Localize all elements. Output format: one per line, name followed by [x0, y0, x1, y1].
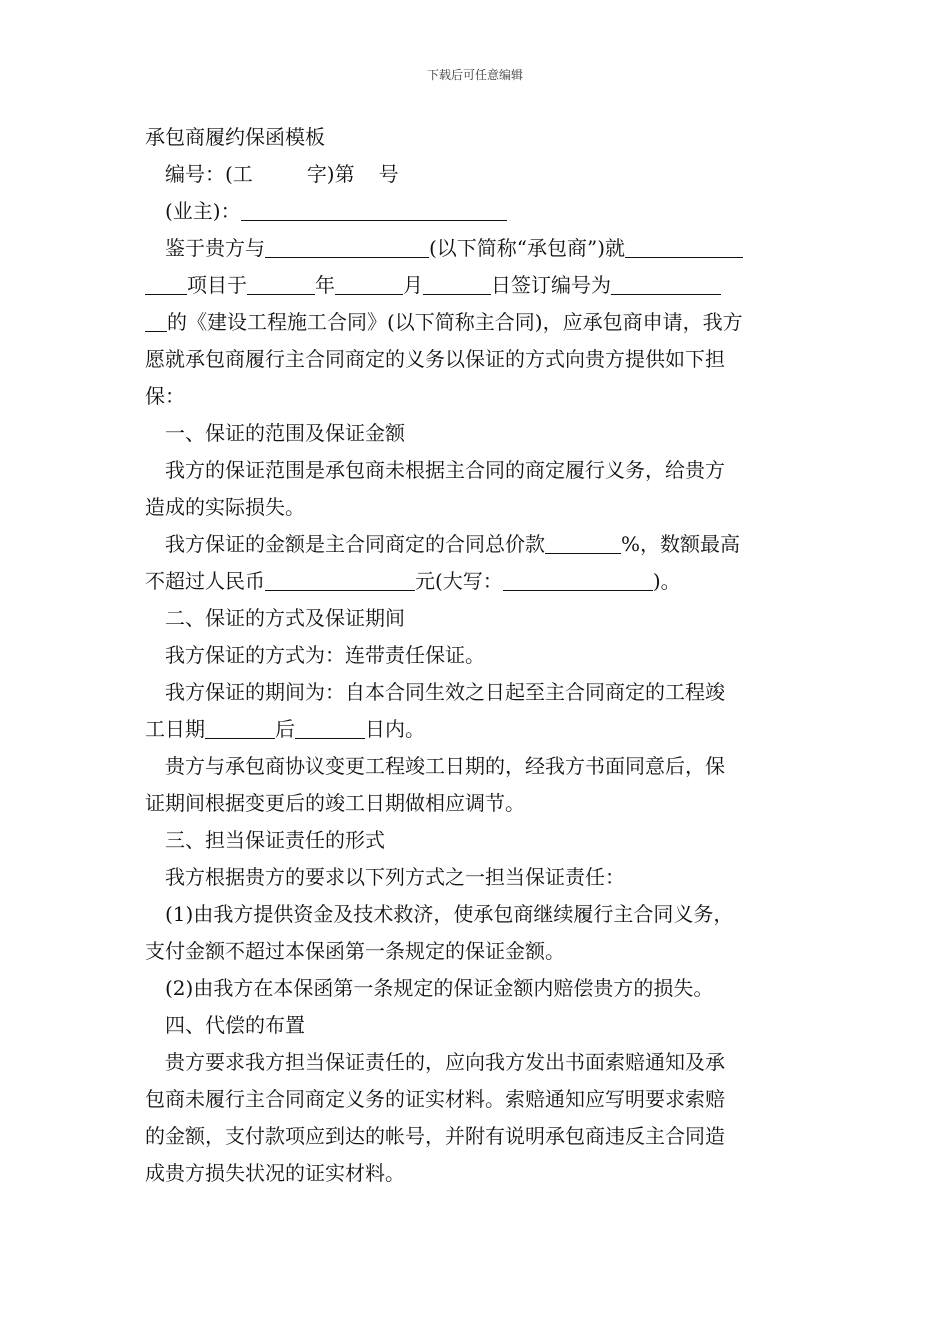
paragraph-line: 造成的实际损失。 — [145, 495, 305, 519]
page-header-note: 下载后可任意编辑 — [426, 68, 523, 82]
owner-blank — [241, 200, 507, 221]
paragraph-line — [145, 230, 807, 267]
text-span: 不超过人民币 — [145, 569, 265, 593]
paragraph-line: 我方保证的方式为：连带责任保证。 — [165, 643, 485, 667]
paragraph-line: 证期间根据变更后的竣工日期做相应调节。 — [145, 791, 525, 815]
text-span: 月 — [403, 273, 423, 297]
paragraph-line: 成贵方损失状况的证实材料。 — [145, 1161, 405, 1185]
text-span: 工日期 — [145, 717, 205, 741]
doc-number-mid: 字)第 — [306, 162, 355, 186]
paragraph-line: 我方根据贵方的要求以下列方式之一担当保证责任： — [165, 865, 625, 889]
blank-underline — [545, 533, 621, 554]
paragraph-line: 贵方要求我方担当保证责任的，应向我方发出书面索赔通知及承 — [165, 1050, 725, 1074]
text-span: 年 — [315, 273, 335, 297]
blank-underline — [335, 274, 403, 295]
paragraph-line: 愿就承包商履行主合同商定的义务以保证的方式向贵方提供如下担 — [145, 347, 725, 371]
text-span: %，数额最高 — [621, 532, 741, 556]
paragraph-line: 支付金额不超过本保函第一条规定的保证金额。 — [145, 939, 565, 963]
paragraph-line — [145, 711, 807, 748]
blank-underline — [205, 718, 275, 739]
text-span: (以下简称“承包商”)就 — [429, 236, 626, 260]
text-span: 我方保证的金额是主合同商定的合同总价款 — [165, 532, 545, 556]
text-span: 的《建设工程施工合同》(以下简称主合同)，应承包商申请，我方 — [167, 310, 743, 334]
owner-line — [145, 193, 807, 230]
text-span: )。 — [652, 569, 681, 593]
paragraph-line — [145, 526, 807, 563]
paragraph-line: (2)由我方在本保函第一条规定的保证金额内赔偿贵方的损失。 — [165, 976, 714, 1000]
blank-underline — [145, 274, 187, 295]
text-span: 日内。 — [365, 717, 425, 741]
blank-underline — [611, 274, 721, 295]
document-title: 承包商履约保函模板 — [145, 125, 325, 149]
paragraph-line: 我方保证的期间为：自本合同生效之日起至主合同商定的工程竣 — [165, 680, 725, 704]
section-heading: 一、保证的范围及保证金额 — [165, 421, 405, 445]
blank-underline — [423, 274, 491, 295]
section-heading: 四、代偿的布置 — [165, 1013, 305, 1037]
text-span: 鉴于贵方与 — [165, 236, 265, 260]
paragraph-line — [145, 304, 807, 341]
doc-number-prefix: 编号：(工 — [165, 162, 253, 186]
section-heading: 三、担当保证责任的形式 — [165, 828, 385, 852]
paragraph-line: 的金额，支付款项应到达的帐号，并附有说明承包商违反主合同造 — [145, 1124, 725, 1148]
owner-label: (业主)： — [165, 199, 241, 223]
text-span: 元(大写： — [415, 569, 503, 593]
blank-underline — [265, 570, 415, 591]
section-heading: 二、保证的方式及保证期间 — [165, 606, 405, 630]
text-span: 后 — [275, 717, 295, 741]
paragraph-line: 贵方与承包商协议变更工程竣工日期的，经我方书面同意后，保 — [165, 754, 725, 778]
paragraph-line: 保： — [145, 384, 185, 408]
paragraph-line: 包商未履行主合同商定义务的证实材料。索赔通知应写明要求索赔 — [145, 1087, 725, 1111]
blank-underline — [247, 274, 315, 295]
blank-underline — [145, 311, 167, 332]
blank-underline — [503, 570, 653, 591]
blank-underline — [295, 718, 365, 739]
text-span: 日签订编号为 — [491, 273, 611, 297]
paragraph-line — [145, 267, 807, 304]
text-span: 项目于 — [187, 273, 247, 297]
doc-number-suffix: 号 — [378, 162, 399, 186]
blank-underline — [625, 237, 743, 258]
paragraph-line: 我方的保证范围是承包商未根据主合同的商定履行义务，给贵方 — [165, 458, 725, 482]
doc-number-line — [145, 156, 807, 193]
paragraph-line — [145, 563, 807, 600]
blank-underline — [265, 237, 429, 258]
paragraph-line: (1)由我方提供资金及技术救济，使承包商继续履行主合同义务， — [165, 902, 734, 926]
document-body — [145, 119, 807, 1192]
